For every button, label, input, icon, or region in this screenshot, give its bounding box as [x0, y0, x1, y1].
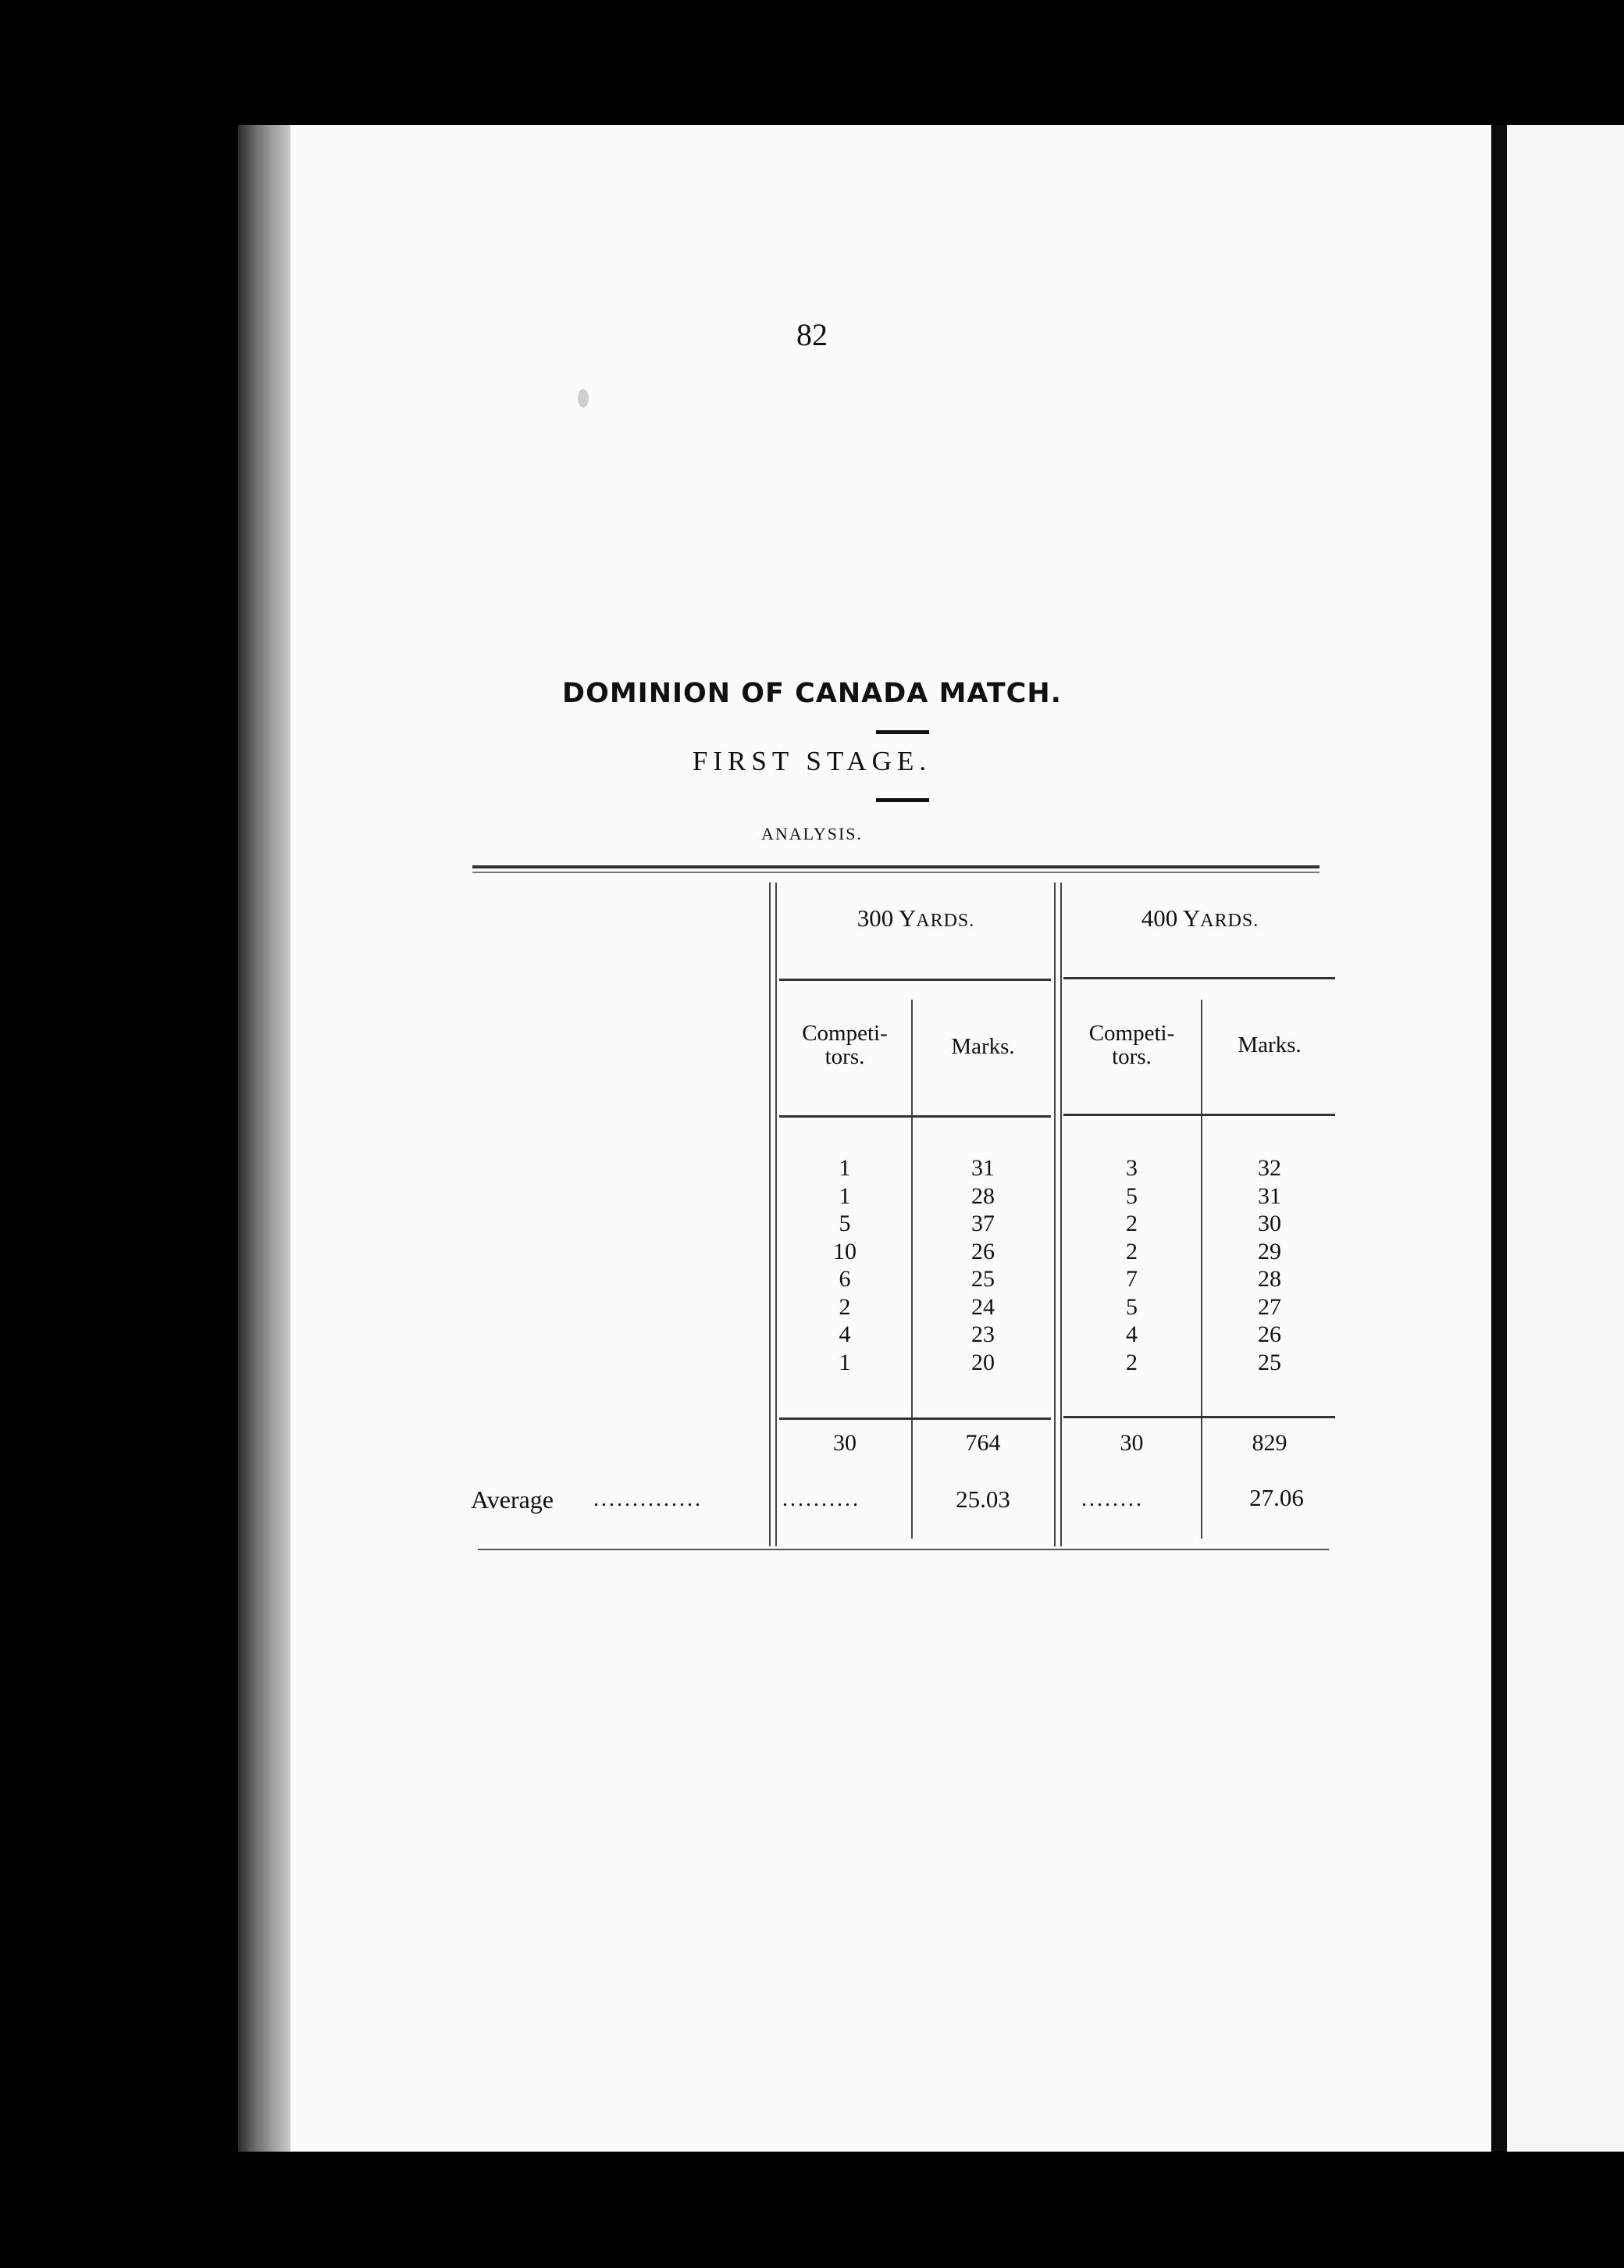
table-top-rule-thin [472, 872, 1320, 873]
table-cell: 5 [1126, 1182, 1138, 1209]
table-cell: 5 [1126, 1293, 1138, 1320]
page-title: DOMINION OF CANADA MATCH. [562, 678, 1062, 709]
table-cell: 2 [1126, 1211, 1138, 1236]
group-header-rule [1063, 977, 1335, 979]
book-page [290, 125, 1494, 2152]
page-gutter [1491, 125, 1508, 2152]
table-cell: 10 [833, 1238, 857, 1264]
table-bottom-rule [478, 1549, 1329, 1550]
table-cell: 2 [1126, 1349, 1138, 1375]
table-cell: 7 [1126, 1266, 1138, 1292]
table-cell: 20 [971, 1349, 995, 1375]
table-cell: 2 [1126, 1238, 1138, 1264]
table-cell: 37 [971, 1211, 995, 1236]
page-number: 82 [796, 317, 828, 352]
table-cell: 26 [971, 1238, 995, 1264]
table-cell: 28 [971, 1182, 995, 1209]
table-top-rule [472, 865, 1320, 868]
subtitle-rule [876, 798, 929, 802]
table-cell: 6 [839, 1266, 851, 1292]
table-cell: 28 [1258, 1266, 1281, 1292]
table-cell: 26 [1258, 1321, 1281, 1347]
book-spine [238, 125, 293, 2152]
table-cell: 30 [1258, 1211, 1281, 1236]
table-cell: 25 [971, 1266, 995, 1292]
table-cell: 23 [971, 1321, 995, 1347]
group-divider-rule [1054, 883, 1056, 1546]
table-cell: 1 [839, 1155, 851, 1181]
marks-column-300 [914, 1154, 1052, 1376]
totals-rule [1063, 1416, 1335, 1418]
table-cell: 31 [971, 1155, 995, 1181]
table-cell: 4 [1126, 1321, 1138, 1347]
table-cell: 1 [839, 1349, 851, 1375]
average-marks-400: 27.06 [1249, 1484, 1304, 1511]
table-cell: 27 [1258, 1293, 1281, 1320]
paper-speck [578, 389, 589, 408]
group-divider-rule-inner [1060, 883, 1062, 1546]
marks-header-400: Marks. [1238, 1032, 1302, 1057]
total-competitors-400: 30 [1120, 1430, 1144, 1456]
group-header-rule [779, 979, 1051, 981]
title-rule [876, 730, 929, 734]
table-cell: 31 [1258, 1182, 1281, 1209]
table-cell: 32 [1258, 1155, 1281, 1181]
totals-rule [779, 1418, 1051, 1420]
average-marks-300: 25.03 [956, 1485, 1010, 1513]
marks-header-300: Marks. [951, 1034, 1015, 1059]
table-cell: 2 [839, 1293, 851, 1320]
label-column-rule-inner [775, 883, 777, 1546]
group-header-300-yards: 300 YARDS. [857, 904, 975, 932]
table-cell: 5 [839, 1211, 851, 1236]
average-leader-dots: .............. [593, 1487, 703, 1511]
competitors-column-300 [779, 1154, 910, 1376]
table-cell: 3 [1126, 1155, 1138, 1181]
table-cell: 24 [971, 1293, 995, 1320]
competitors-column-400 [1063, 1154, 1200, 1376]
page-subtitle: FIRST STAGE. [692, 746, 932, 776]
table-cell: 29 [1258, 1238, 1281, 1264]
table-cell: 1 [839, 1182, 851, 1209]
section-label: ANALYSIS. [760, 824, 864, 843]
table-cell: 4 [839, 1321, 851, 1347]
average-leader-400: ........ [1081, 1487, 1144, 1511]
competitors-header-300: Competi- tors. [802, 1021, 888, 1069]
total-marks-400: 829 [1252, 1430, 1287, 1456]
competitors-header-400: Competi- tors. [1088, 1021, 1175, 1069]
average-leader-300: .......... [782, 1487, 860, 1511]
label-column-rule [769, 883, 771, 1546]
column-header-rule [779, 1115, 1051, 1118]
facing-page-edge [1507, 125, 1624, 2152]
group-header-400-yards: 400 YARDS. [1141, 904, 1259, 932]
marks-column-400 [1202, 1154, 1337, 1376]
column-rule [911, 1000, 913, 1539]
average-label: Average [471, 1485, 554, 1514]
table-cell: 25 [1258, 1349, 1281, 1375]
total-competitors-300: 30 [833, 1430, 857, 1456]
total-marks-300: 764 [965, 1430, 1001, 1456]
column-header-rule [1063, 1114, 1335, 1116]
